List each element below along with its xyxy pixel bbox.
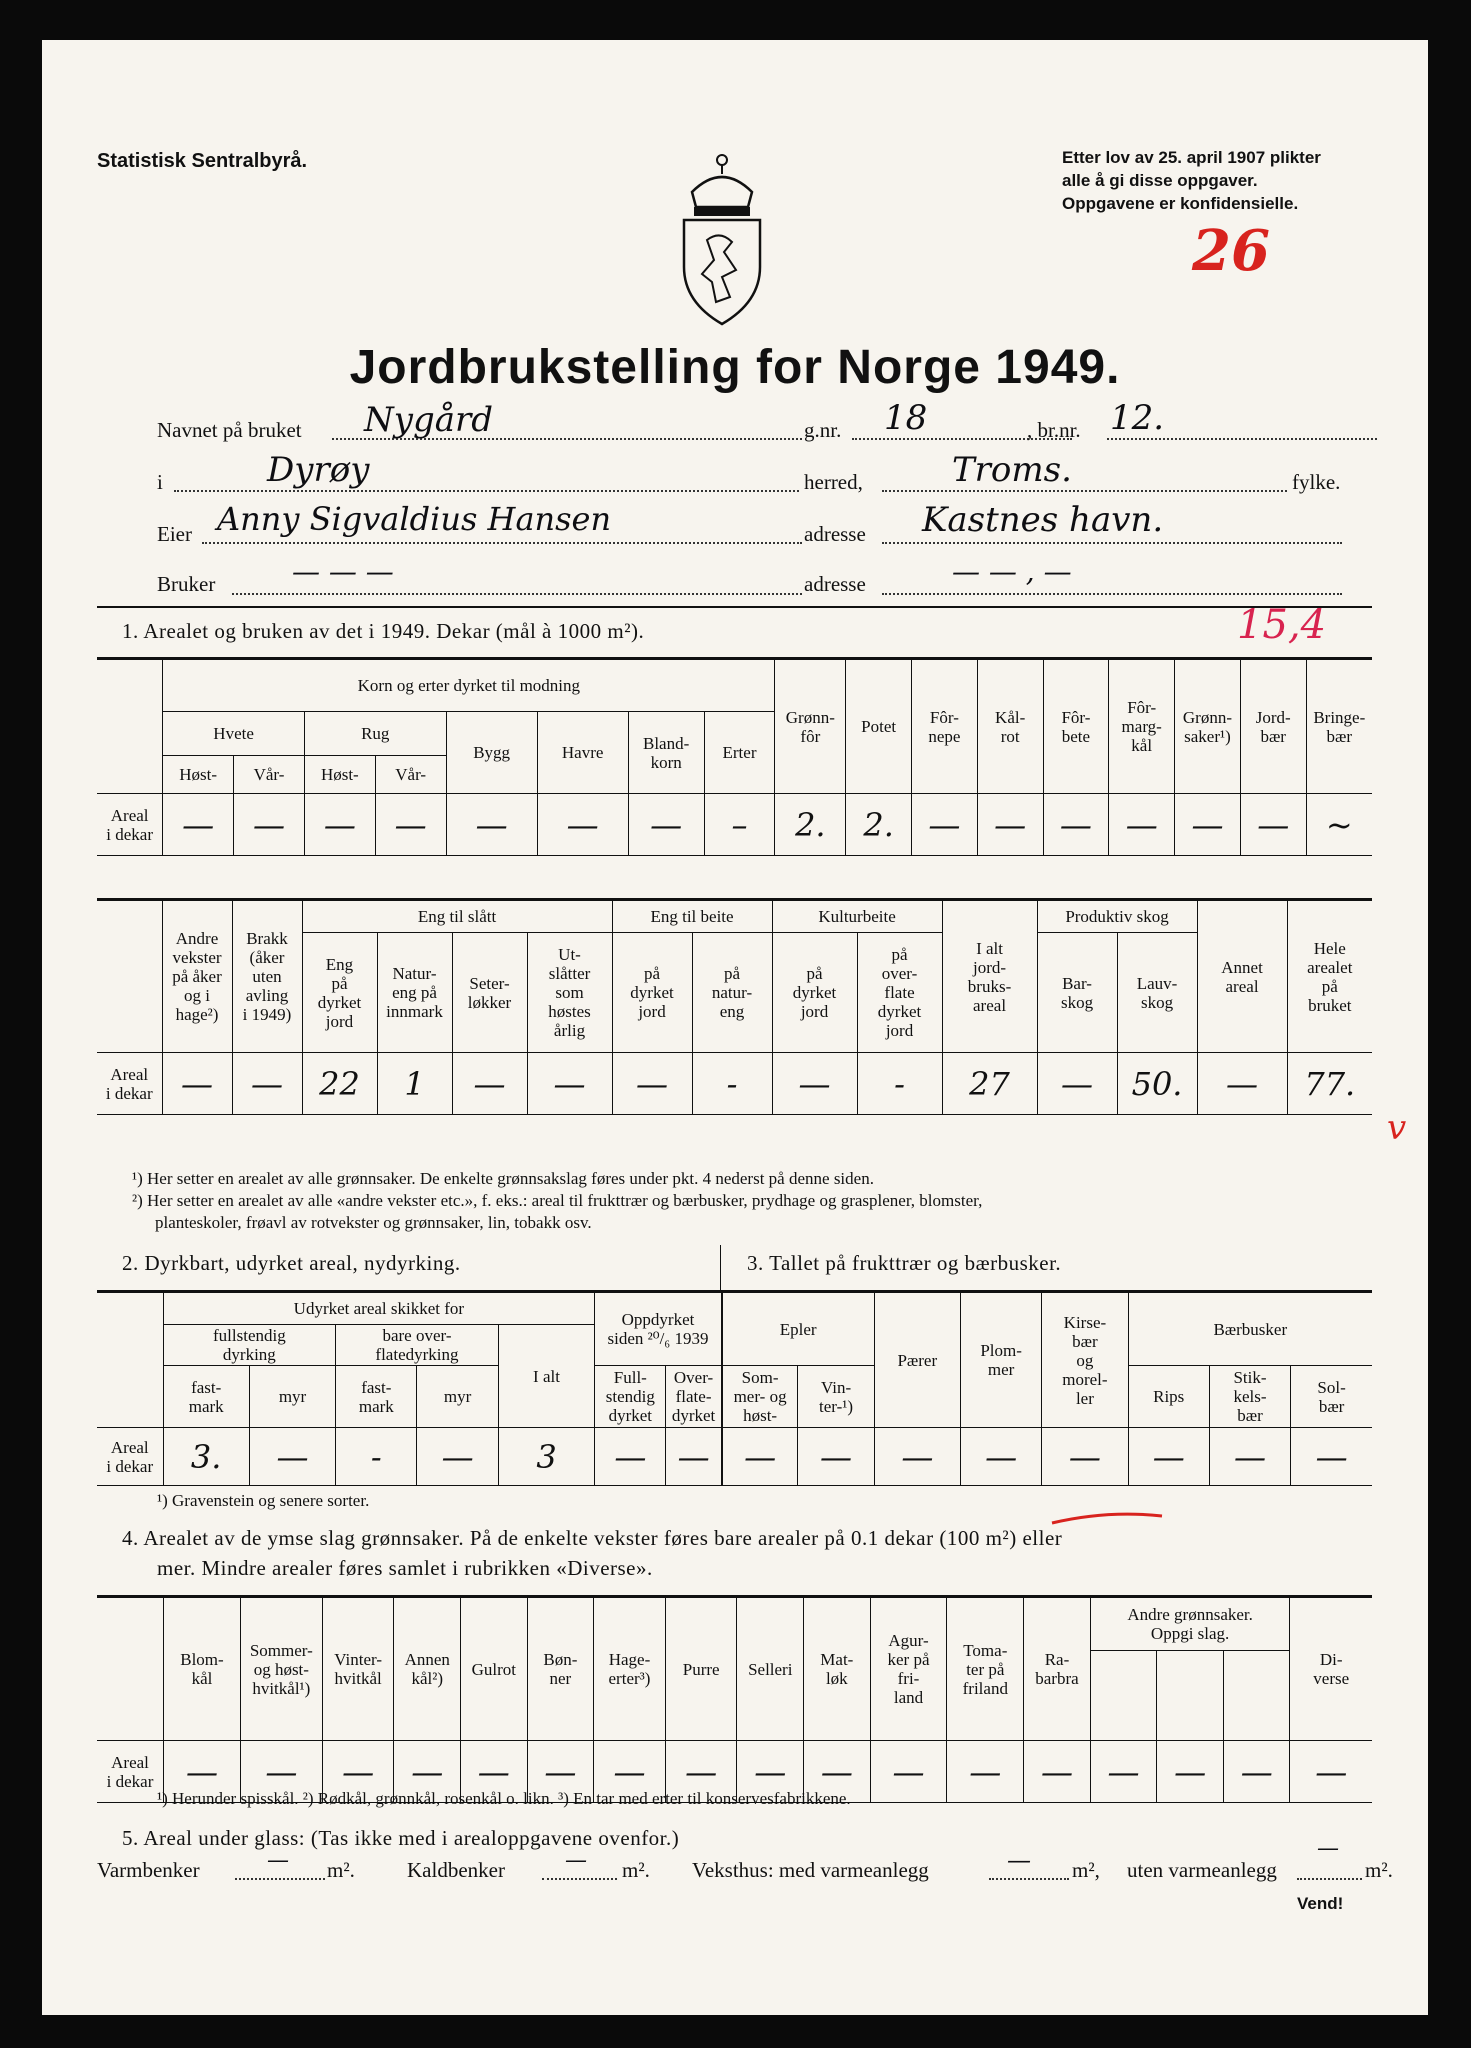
col-over-dyrket: Over- flate- dyrket	[666, 1366, 722, 1428]
eier-line	[202, 542, 802, 544]
col-brakk: Brakk (åker uten avling i 1949)	[232, 901, 302, 1053]
legal-line-1: Etter lov av 25. april 1907 plikter	[1062, 148, 1321, 167]
fylke-label: fylke.	[1292, 470, 1341, 494]
value-kultur-overflate: -	[857, 1053, 942, 1115]
col-andre-3	[1223, 1651, 1290, 1741]
col-kirsebaer: Kirse- bær og morel- ler	[1042, 1293, 1128, 1428]
col-rug-var: Vår-	[375, 756, 446, 794]
red-checkmark: v	[1387, 1108, 1407, 1148]
value-potet: 2.	[846, 794, 912, 856]
bruker-adresse-label: adresse	[804, 572, 866, 596]
value-full-myr: —	[249, 1428, 335, 1486]
kaldbenker-line	[542, 1878, 617, 1880]
herred-value: Dyrøy	[267, 450, 370, 490]
veksthus-label: Veksthus: med varmeanlegg	[692, 1858, 929, 1882]
eier-adresse-label: adresse	[804, 522, 866, 546]
col-lauvskog: Lauv- skog	[1117, 933, 1197, 1053]
value-andre-1: —	[1090, 1741, 1157, 1803]
col-annen-kal: Annen kål²)	[394, 1598, 461, 1741]
eier-value: Anny Sigvaldius Hansen	[217, 500, 612, 538]
col-diverse: Di- verse	[1290, 1598, 1372, 1741]
value-blandkorn: —	[628, 794, 704, 856]
separator	[97, 606, 1372, 608]
form-title: Jordbrukstelling for Norge 1949.	[349, 341, 1121, 394]
col-havre: Havre	[537, 712, 628, 794]
section4-heading-2: mer. Mindre arealer føres samlet i rubrikken «Diverse».	[157, 1556, 653, 1580]
value-andre-vekster: —	[162, 1053, 232, 1115]
value-matlok: —	[804, 1741, 871, 1803]
col-blomkal: Blom- kål	[164, 1598, 241, 1741]
value-jordbaer: —	[1240, 794, 1306, 856]
value-havre: —	[537, 794, 628, 856]
row-label: Areal i dekar	[97, 794, 163, 856]
uten-value: —	[1317, 1836, 1339, 1861]
col-agurker: Agur- ker på fri- land	[870, 1598, 947, 1741]
group-skog: Produktiv skog	[1037, 901, 1197, 933]
col-jordbaer: Jord- bær	[1240, 660, 1306, 794]
value-gulrot: —	[461, 1741, 528, 1803]
bruker-label: Bruker	[157, 572, 216, 596]
col-eng-dyrket: Eng på dyrket jord	[302, 933, 377, 1053]
value-seterlokker: —	[452, 1053, 527, 1115]
value-hele: 77.	[1287, 1053, 1372, 1115]
value-beite-natur: -	[692, 1053, 772, 1115]
col-seterlokker: Seter- løkker	[452, 933, 527, 1053]
blank-corner-3	[97, 1293, 163, 1428]
footnote-2b: planteskoler, frøavl av rotvekster og grønnsaker, lin, tobakk osv.	[155, 1213, 592, 1232]
farm-name-value: Nygård	[364, 400, 494, 440]
kaldbenker-unit: m².	[622, 1858, 650, 1882]
gnr-label: g.nr.	[804, 418, 842, 442]
vegetables-table	[97, 1597, 1372, 1803]
row-label-4: Areal i dekar	[97, 1741, 164, 1803]
brnr-value: 12.	[1110, 398, 1165, 438]
group-baerbusker: Bærbusker	[1128, 1293, 1372, 1366]
value-purre: —	[665, 1741, 737, 1803]
col-hvete-host: Høst-	[163, 756, 234, 794]
col-hele: Hele arealet på bruket	[1287, 901, 1372, 1053]
col-selleri: Selleri	[737, 1598, 804, 1741]
col-bringebaer: Bringe- bær	[1306, 660, 1372, 794]
row-label-2: Areal i dekar	[97, 1053, 162, 1115]
col-kalrot: Kål- rot	[977, 660, 1043, 794]
value-fornepe: —	[912, 794, 978, 856]
col-rug-host: Høst-	[304, 756, 375, 794]
value-hageerter: —	[594, 1741, 666, 1803]
col-hageerter: Hage- erter³)	[594, 1598, 666, 1741]
varmbenker-label: Varmbenker	[97, 1858, 200, 1882]
value-brakk: —	[232, 1053, 302, 1115]
footnote-2a: ²) Her setter en arealet av alle «andre vekster etc.», f. eks.: areal til frukttrær og bærbusker, prydhage og grasplener, blomster,	[132, 1191, 983, 1210]
fylke-line	[882, 490, 1287, 492]
value-kultur-dyrket: —	[772, 1053, 857, 1115]
value-forbete: —	[1043, 794, 1109, 856]
value-over-dyrket: —	[666, 1428, 722, 1486]
col-tomater: Toma- ter på friland	[947, 1598, 1024, 1741]
col-sommer-hvitkal: Sommer- og høst- hvitkål¹)	[240, 1598, 322, 1741]
eier-adresse-value: Kastnes havn.	[922, 500, 1164, 540]
value-naturs-innmark: 1	[377, 1053, 452, 1115]
herred-label: herred,	[804, 470, 863, 494]
group-rug: Rug	[304, 712, 446, 756]
group-epler: Epler	[722, 1293, 874, 1366]
section1-heading: 1. Arealet og bruken av det i 1949. Dekar (mål à 1000 m²).	[122, 619, 645, 643]
col-formargkal: Fôr- marg- kål	[1109, 660, 1175, 794]
col-vinter-hvitkal: Vinter- hvitkål	[322, 1598, 394, 1741]
group-udyrket: Udyrket areal skikket for	[163, 1293, 595, 1325]
col-matlok: Mat- løk	[804, 1598, 871, 1741]
value-hvete-host: —	[163, 794, 234, 856]
bruker-adresse-line	[882, 593, 1342, 595]
legal-line-2: alle å gi disse oppgaver.	[1062, 171, 1258, 190]
row-label-3: Areal i dekar	[97, 1428, 163, 1486]
crops-table-2	[97, 900, 1372, 1115]
col-annet: Annet areal	[1197, 901, 1287, 1053]
footnote-section4: ¹) Herunder spisskål. ²) Rødkål, grønnkål, rosenkål o. likn. ³) En tar med erter til konservesfabrikkene.	[157, 1789, 851, 1808]
section3-heading: 3. Tallet på frukttrær og bærbusker.	[747, 1251, 1062, 1275]
group-fullstendig: fullstendig dyrking	[163, 1325, 336, 1366]
value-annen-kal: —	[394, 1741, 461, 1803]
land-trees-table	[97, 1292, 1372, 1486]
varmbenker-unit: m².	[327, 1858, 355, 1882]
col-naturs-innmark: Natur- eng på innmark	[377, 933, 452, 1053]
col-gronnfor: Grønn- fôr	[775, 660, 846, 794]
herred-line	[174, 490, 799, 492]
value-udyrket-i-alt: 3	[498, 1428, 595, 1486]
col-barskog: Bar- skog	[1037, 933, 1117, 1053]
value-solbaer: —	[1291, 1428, 1372, 1486]
varmbenker-line	[235, 1878, 325, 1880]
eier-label: Eier	[157, 522, 192, 546]
value-diverse: —	[1290, 1741, 1372, 1803]
legal-line-3: Oppgavene er konfidensielle.	[1062, 194, 1299, 213]
col-solbaer: Sol- bær	[1291, 1366, 1372, 1428]
value-beite-dyrket: —	[612, 1053, 692, 1115]
col-stikkelsbaer: Stik- kels- bær	[1209, 1366, 1290, 1428]
value-sommer-host: —	[722, 1428, 798, 1486]
crops-table-1	[97, 659, 1372, 856]
value-kirsebaer: —	[1042, 1428, 1128, 1486]
value-vinter: —	[798, 1428, 874, 1486]
col-kultur-dyrket: på dyrket jord	[772, 933, 857, 1053]
col-utslatter: Ut- slåtter som høstes årlig	[527, 933, 612, 1053]
vend-note: Vend!	[1297, 1894, 1344, 1913]
group-andre: Andre grønnsaker. Oppgi slag.	[1090, 1598, 1290, 1651]
value-vinter-hvitkal: —	[322, 1741, 394, 1803]
col-full-myr: myr	[249, 1366, 335, 1428]
col-kultur-overflate: på over- flate dyrket jord	[857, 933, 942, 1053]
form-page	[42, 40, 1428, 2015]
value-formargkal: —	[1109, 794, 1175, 856]
value-annet: —	[1197, 1053, 1287, 1115]
footnote-1: ¹) Her setter en arealet av alle grønnsaker. De enkelte grønnsakslag føres under pkt. 4 nederst på denne siden.	[132, 1169, 874, 1188]
value-gronnsaker: —	[1175, 794, 1241, 856]
col-gulrot: Gulrot	[461, 1598, 528, 1741]
group-bare-overflate: bare over- flatedyrking	[336, 1325, 499, 1366]
col-blandkorn: Bland- korn	[628, 712, 704, 794]
value-rips: —	[1128, 1428, 1209, 1486]
value-andre-3: —	[1223, 1741, 1290, 1803]
value-i-alt: 27	[942, 1053, 1037, 1115]
group-korn: Korn og erter dyrket til modning	[163, 660, 775, 712]
col-beite-dyrket: på dyrket jord	[612, 933, 692, 1053]
kaldbenker-label: Kaldbenker	[407, 1858, 505, 1882]
group-hvete: Hvete	[163, 712, 305, 756]
col-over-fastmark: fast- mark	[336, 1366, 417, 1428]
value-kalrot: —	[977, 794, 1043, 856]
brnr-label: , br.nr.	[1027, 418, 1081, 442]
veksthus-varme-value: —	[1007, 1846, 1031, 1874]
col-bygg: Bygg	[446, 712, 537, 794]
col-plommer: Plom- mer	[960, 1293, 1041, 1428]
value-over-fastmark: -	[336, 1428, 417, 1486]
col-paerer: Pærer	[874, 1293, 960, 1428]
bruker-line	[232, 593, 802, 595]
value-utslatter: —	[527, 1053, 612, 1115]
uten-line	[1297, 1878, 1362, 1880]
value-lauvskog: 50.	[1117, 1053, 1197, 1115]
value-full-dyrket: —	[595, 1428, 666, 1486]
group-kulturbeite: Kulturbeite	[772, 901, 942, 933]
value-rug-host: —	[304, 794, 375, 856]
col-rabarbra: Ra- barbra	[1024, 1598, 1091, 1741]
col-gronnsaker: Grønn- saker¹)	[1175, 660, 1241, 794]
agency-name: Statistisk Sentralbyrå.	[97, 150, 308, 172]
section4-heading-1: 4. Arealet av de ymse slag grønnsaker. På de enkelte vekster føres bare arealer på 0.1 dekar (100 m²) eller	[122, 1526, 1063, 1550]
group-eng-beite: Eng til beite	[612, 901, 772, 933]
uten-unit: m².	[1365, 1858, 1393, 1882]
blank-corner-2	[97, 901, 162, 1053]
group-eng-slatt: Eng til slått	[302, 901, 612, 933]
value-full-fastmark: 3.	[163, 1428, 249, 1486]
col-full-dyrket: Full- stendig dyrket	[595, 1366, 666, 1428]
value-rabarbra: —	[1024, 1741, 1091, 1803]
value-gronnfor: 2.	[775, 794, 846, 856]
group-oppdyrket: Oppdyrket siden ²⁰/₆ 1939	[595, 1293, 722, 1366]
value-andre-2: —	[1157, 1741, 1224, 1803]
value-selleri: —	[737, 1741, 804, 1803]
varmbenker-value: —	[267, 1848, 289, 1873]
handwritten-number: 26	[1192, 218, 1270, 284]
footnote-section3: ¹) Gravenstein og senere sorter.	[157, 1491, 370, 1510]
col-andre-vekster: Andre vekster på åker og i hage²)	[162, 901, 232, 1053]
coat-of-arms-icon	[672, 152, 772, 327]
value-sommer-hvitkal: —	[240, 1741, 322, 1803]
col-full-fastmark: fast- mark	[163, 1366, 249, 1428]
value-bringebaer: ~	[1306, 794, 1372, 856]
value-tomater: —	[947, 1741, 1024, 1803]
herred-i-label: i	[157, 470, 163, 494]
value-bonner: —	[527, 1741, 594, 1803]
eier-adresse-line	[882, 542, 1342, 544]
col-erter: Erter	[704, 712, 775, 794]
value-rug-var: —	[375, 794, 446, 856]
col-hvete-var: Vår-	[234, 756, 305, 794]
value-agurker: —	[870, 1741, 947, 1803]
col-sommer-host: Som- mer- og høst-	[722, 1366, 798, 1428]
section2-heading: 2. Dyrkbart, udyrket areal, nydyrking.	[122, 1251, 461, 1275]
gnr-value: 18	[884, 398, 928, 438]
blank-corner	[97, 660, 163, 794]
col-andre-1	[1090, 1651, 1157, 1741]
col-fornepe: Fôr- nepe	[912, 660, 978, 794]
section5-heading: 5. Areal under glass: (Tas ikke med i arealoppgavene ovenfor.)	[122, 1826, 680, 1850]
value-plommer: —	[960, 1428, 1041, 1486]
value-paerer: —	[874, 1428, 960, 1486]
value-hvete-var: —	[234, 794, 305, 856]
fylke-value: Troms.	[952, 450, 1072, 490]
col-i-alt: I alt jord- bruks- areal	[942, 901, 1037, 1053]
kaldbenker-value: —	[565, 1848, 587, 1873]
col-i-alt-2: I alt	[498, 1325, 595, 1428]
col-forbete: Fôr- bete	[1043, 660, 1109, 794]
col-andre-2	[1157, 1651, 1224, 1741]
col-bonner: Bøn- ner	[527, 1598, 594, 1741]
section-divider	[720, 1245, 721, 1290]
col-beite-natur: på natur- eng	[692, 933, 772, 1053]
value-blomkal: —	[164, 1741, 241, 1803]
uten-label: uten varmeanlegg	[1127, 1858, 1277, 1882]
veksthus-varme-unit: m²,	[1072, 1858, 1100, 1882]
col-potet: Potet	[846, 660, 912, 794]
col-purre: Purre	[665, 1598, 737, 1741]
value-erter: –	[704, 794, 775, 856]
farm-name-label: Navnet på bruket	[157, 418, 302, 442]
bruker-adresse-value: — — , —	[952, 555, 1072, 588]
veksthus-varme-line	[989, 1878, 1069, 1880]
handwritten-total: 15,4	[1237, 602, 1327, 648]
col-over-myr: myr	[417, 1366, 498, 1428]
value-bygg: —	[446, 794, 537, 856]
blank-corner-4	[97, 1598, 164, 1741]
value-barskog: —	[1037, 1053, 1117, 1115]
col-vinter: Vin- ter-¹)	[798, 1366, 874, 1428]
brnr-line	[1107, 438, 1377, 440]
bruker-value: — — —	[292, 555, 394, 588]
col-rips: Rips	[1128, 1366, 1209, 1428]
red-underline-mark	[1047, 1508, 1167, 1528]
value-stikkelsbaer: —	[1209, 1428, 1290, 1486]
legal-notice	[1062, 146, 1321, 215]
value-over-myr: —	[417, 1428, 498, 1486]
value-eng-dyrket: 22	[302, 1053, 377, 1115]
